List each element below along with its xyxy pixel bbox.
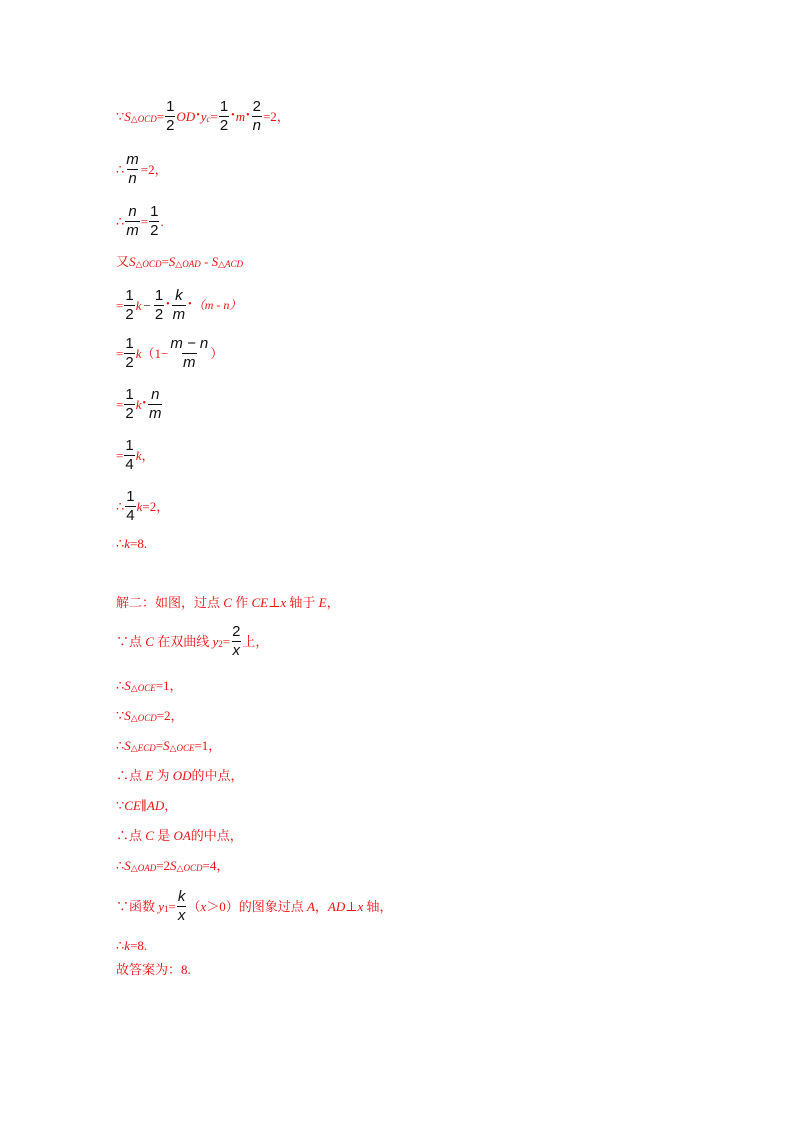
fraction: $\frac{2}{x}$ [232,623,241,659]
fraction: $\frac{1}{2}$ [166,98,175,134]
formula-line-9: ∴ $\frac{1}{4}$ k =2， [116,488,170,524]
solution2-line-2: ∵点 C 在双曲线 y 2 = $\frac{2}{x}$ 上， [116,623,269,659]
formula-line-6: = $\frac{1}{2}$ k （1− $\frac{m - n}{m}$ ） [116,335,224,371]
solution2-line-5: ∴ S △ECD = S △OCE =1， [116,738,222,753]
fraction: $\frac{1}{4}$ [126,488,135,524]
solution2-line-9: ∴ S △OAD =2 S △OCD =4， [116,858,230,873]
formula-line-7: = $\frac{1}{2}$ k • $\frac{n}{m}$ [116,386,162,422]
fraction: $\frac{1}{2}$ [150,203,159,239]
formula-line-10: ∴ k =8. [116,536,148,551]
therefore-symbol: ∴ [116,161,125,177]
fraction: $\frac{2}{n}$ [252,98,261,134]
answer-line: 故答案为：8. [116,962,191,977]
solution2-line-6: ∴点 E 为 OD 的中点， [116,768,244,783]
fraction: $\frac{1}{2}$ [125,287,134,323]
fraction: $\frac{k}{x}$ [177,888,186,924]
formula-line-8: = $\frac{1}{4}$ k ， [116,437,155,473]
formula-line-3: ∴ $\frac{n}{m}$ = $\frac{1}{2}$ . [116,203,164,239]
solution2-line-3: ∴ S △OCE =1， [116,678,183,693]
fraction: $\frac{1}{2}$ [154,287,164,323]
because-symbol: ∵ [116,108,125,124]
fraction: $\frac{1}{2}$ [125,335,134,371]
solution2-line-7: ∵ CE ∥ AD ， [116,798,178,813]
solution2-line-1: 解二：如图，过点 C 作 CE ⊥ x 轴于 E ， [116,595,340,610]
solution2-line-8: ∴点 C 是 OA 的中点， [116,828,243,843]
solution2-line-10: ∵函数 y 1 = $\frac{k}{x}$ （ x ＞0）的图象过点 A ， AD ⊥ x 轴， [116,888,393,924]
fraction: $\frac{n}{m}$ [126,203,139,239]
fraction: $\frac{1}{2}$ [219,98,229,134]
fraction: $\frac{n}{m}$ [148,386,162,422]
solution2-line-4: ∵ S △OCD =2， [116,708,184,723]
fraction: $\frac{1}{4}$ [125,437,134,473]
fraction: $\frac{m - n}{m}$ [170,335,209,371]
solution2-line-11: ∴ k =8. [116,938,148,953]
fraction: $\frac{k}{m}$ [172,287,186,323]
fraction: $\frac{1}{2}$ [125,386,134,422]
formula-line-1: ∵ S △OCD = $\frac{1}{2}$ OD • y c = $\frac{1}{2}$ • m • $\frac{2}{n}$ =2， [116,98,290,134]
formula-line-5: = $\frac{1}{2}$ k − $\frac{1}{2}$ • $\frac{k}{m}$ • （m - n） [116,287,242,323]
formula-line-2: ∴ $\frac{m}{n}$ =2， [116,151,168,187]
fraction: $\frac{m}{n}$ [126,151,139,187]
formula-line-4: 又 S △OCD = S △OAD - S △ACD [116,254,243,269]
